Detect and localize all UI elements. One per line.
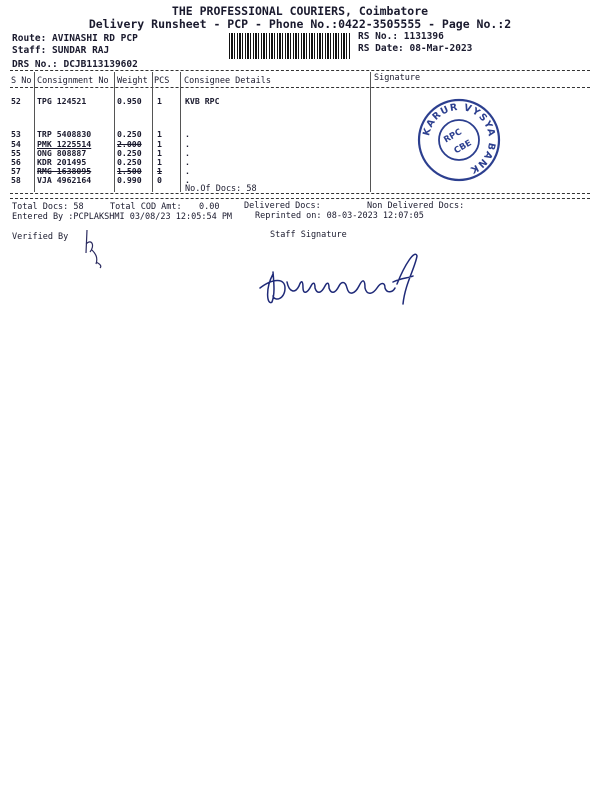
table-row-details: . [185,157,190,167]
total-cod-value: 0.00 [199,202,220,212]
rs-date: RS Date: 08-Mar-2023 [358,43,473,54]
staff-label: Staff: SUNDAR RAJ [12,45,110,56]
col-header-pcs: PCS [154,76,170,86]
rs-number: RS No.: 1131396 [358,31,444,42]
table-row-pcs: 1 [157,96,162,106]
col-header-details: Consignee Details [184,76,271,86]
column-divider [370,72,371,192]
svg-text:KARUR VYSYA BANK [421,102,497,176]
stamp-inner-bottom: CBE [452,138,474,157]
table-row-sno: 55 [11,148,21,158]
table-row-consignment: TPG 124521 [37,96,87,106]
divider [10,193,590,194]
table-row-weight: 1.500 [117,166,142,176]
staff-signature [255,244,425,310]
table-row-sno: 52 [11,96,21,106]
table-row-consignment: PMK 1225514 [37,139,92,149]
table-row-pcs: 1 [157,148,162,158]
verified-by-label: Verified By [12,232,69,242]
table-row-pcs: 1 [157,129,162,139]
table-row-details: . [185,129,190,139]
no-of-docs: No.Of Docs: 58 [185,184,257,194]
verifier-signature [80,228,110,270]
table-row-sno: 53 [11,129,21,139]
table-row-pcs: 1 [157,139,162,149]
total-docs: Total Docs: 58 [12,202,84,212]
divider [10,198,590,199]
table-row-details: . [185,148,190,158]
table-row-weight: 0.250 [117,157,142,167]
entered-by: Entered By :PCPLAKSHMI 03/08/23 12:05:54 PM [12,212,233,222]
table-row-sno: 56 [11,157,21,167]
table-row-weight: 0.990 [117,175,142,185]
column-divider [114,72,115,192]
page-title: THE PROFESSIONAL COURIERS, Coimbatore [171,4,429,18]
bank-stamp [414,96,504,184]
column-divider [34,72,35,192]
barcode [229,33,351,59]
table-row-weight: 0.250 [117,129,142,139]
table-row-pcs: 0 [157,175,162,185]
col-header-sno: S No [11,76,32,86]
table-row-consignment: TRP 5408830 [37,129,92,139]
table-row-consignment: ONG 808887 [37,148,87,158]
staff-signature-label: Staff Signature [270,230,347,240]
table-row-sno: 58 [11,175,21,185]
table-row-consignment: VJA 4962164 [37,175,92,185]
reprinted-on: Reprinted on: 08-03-2023 12:07:05 [255,211,424,221]
stamp-inner-top: RPC [442,127,464,146]
column-divider [180,72,181,192]
delivered-docs: Delivered Docs: [244,201,321,211]
table-row-consignment: RMG 1638095 [37,166,92,176]
non-delivered-docs: Non Delivered Docs: [367,201,465,211]
col-header-signature: Signature [374,73,421,83]
table-row-details: . [185,139,190,149]
page-subtitle: Delivery Runsheet - PCP - Phone No.:0422-3505555 - Page No.:2 [88,17,512,31]
total-cod-label: Total COD Amt: [110,202,182,212]
table-row-weight: 2.000 [117,139,142,149]
table-row-details: KVB RPC [185,96,220,106]
table-row-weight: 0.250 [117,148,142,158]
table-row-details: . [185,175,190,185]
table-row-pcs: 1 [157,166,162,176]
divider [10,70,590,71]
table-row-weight: 0.950 [117,96,142,106]
table-row-pcs: 1 [157,157,162,167]
route-label: Route: AVINASHI RD PCP [12,33,138,44]
table-row-sno: 54 [11,139,21,149]
column-divider [152,72,153,192]
drs-number: DRS No.: DCJB113139602 [12,59,138,70]
table-row-consignment: KDR 201495 [37,157,87,167]
table-row-details: . [185,166,190,176]
table-row-sno: 57 [11,166,21,176]
col-header-consignment: Consignment No [37,76,109,86]
col-header-weight: Weight [117,76,148,86]
divider [10,87,590,88]
stamp-ring-text: KARUR VYSYA BANK [421,101,498,176]
